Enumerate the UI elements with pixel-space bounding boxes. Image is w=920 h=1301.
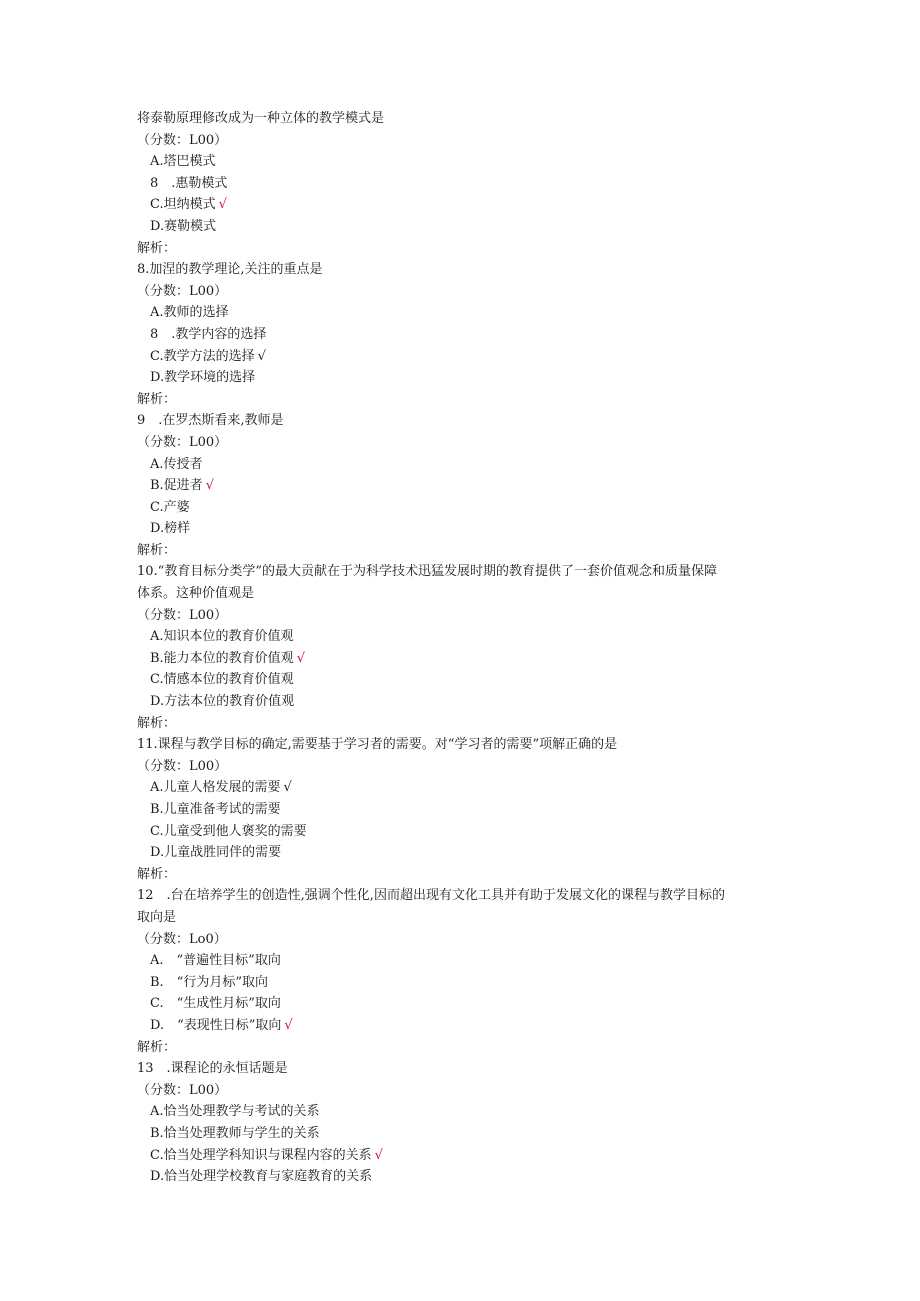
option: C.情感本位的教育价值观 bbox=[150, 672, 294, 688]
option: D.儿童战胜同伴的需要 bbox=[150, 845, 282, 861]
option: A.塔巴模式 bbox=[150, 154, 216, 170]
option: D. “表现性日标”取向 √ bbox=[150, 1017, 293, 1033]
option: D.榜样 bbox=[150, 521, 191, 537]
option: C.坦纳模式 √ bbox=[150, 197, 227, 213]
question-stem: 13 .课程论的永恒话题是 bbox=[137, 1061, 288, 1077]
question-stem: 12 .台在培养学生的创造性,强调个性化,因而超出现有文化工具并有助于发展文化的课程与教学目标的 bbox=[137, 888, 725, 904]
option: C.恰当处理学科知识与课程内容的关系 √ bbox=[150, 1147, 383, 1163]
option: C.儿童受到他人褒奖的需要 bbox=[150, 823, 307, 839]
checkmark-icon: √ bbox=[374, 1147, 383, 1163]
option: 8 .教学内容的选择 bbox=[150, 326, 267, 342]
option: D.教学环境的选择 bbox=[150, 370, 256, 386]
option: B.能力本位的教育价值观 √ bbox=[150, 650, 305, 666]
option: D.赛勒模式 bbox=[150, 218, 217, 234]
option: A.传授者 bbox=[150, 456, 203, 472]
checkmark-icon: √ bbox=[283, 780, 292, 796]
analysis-label: 解析： bbox=[137, 240, 177, 256]
option: D.方法本位的教育价值观 bbox=[150, 694, 295, 710]
checkmark-icon: √ bbox=[296, 650, 305, 666]
analysis-label: 解析： bbox=[137, 391, 177, 407]
option: A.恰当处理教学与考试的关系 bbox=[150, 1104, 320, 1120]
question-stem: 将泰勒原理修改成为一种立体的教学模式是 bbox=[137, 111, 385, 126]
checkmark-icon: √ bbox=[284, 1017, 293, 1033]
question-score: （分数：L00） bbox=[137, 607, 228, 623]
option: A.儿童人格发展的需要 √ bbox=[150, 780, 292, 796]
option: A. “普遍性目标”取向 bbox=[150, 953, 281, 969]
question-stem: 8.加涅的教学理论,关注的重点是 bbox=[137, 262, 323, 278]
option: C.教学方法的选择 √ bbox=[150, 348, 266, 364]
question-score: （分数：L00） bbox=[137, 758, 228, 774]
question-score: （分数：L00） bbox=[137, 283, 228, 299]
question-score: （分数：L00） bbox=[137, 434, 228, 450]
option: C.产婆 bbox=[150, 499, 190, 515]
option: B. “行为月标”取向 bbox=[150, 974, 268, 990]
option: B.儿童准备考试的需要 bbox=[150, 802, 281, 817]
analysis-label: 解析： bbox=[137, 715, 177, 731]
analysis-label: 解析： bbox=[137, 542, 177, 558]
question-score: （分数：L00） bbox=[137, 1082, 228, 1098]
checkmark-icon: √ bbox=[205, 478, 214, 494]
question-stem-continued: 体系。这种价值观是 bbox=[137, 586, 255, 602]
checkmark-icon: √ bbox=[257, 348, 266, 364]
analysis-label: 解析： bbox=[137, 1039, 177, 1055]
option: D.恰当处理学校教育与家庭教育的关系 bbox=[150, 1169, 373, 1185]
option: 8 .惠勒模式 bbox=[150, 175, 228, 191]
question-score: （分数：Lo0） bbox=[137, 931, 227, 947]
question-stem: 11.课程与教学目标的确定,需要基于学习者的需要。对“学习者的需要”项解正确的是 bbox=[137, 737, 618, 753]
option: B.恰当处理教师与学生的关系 bbox=[150, 1125, 320, 1141]
document-page bbox=[137, 108, 787, 1188]
question-stem: 9 .在罗杰斯看来,教师是 bbox=[137, 413, 284, 429]
option: A.知识本位的教育价值观 bbox=[150, 629, 294, 645]
option: B.促进者 √ bbox=[150, 478, 214, 494]
question-score: （分数：L00） bbox=[137, 132, 228, 148]
option: A.教师的选择 bbox=[150, 305, 229, 321]
question-stem: 10.“教育目标分类学”的最大贡献在于为科学技术迅猛发展时期的教育提供了一套价值观念和质量保障 bbox=[137, 564, 717, 580]
option: C. “生成性月标”取向 bbox=[150, 996, 281, 1012]
question-stem-continued: 取向是 bbox=[137, 909, 177, 925]
analysis-label: 解析： bbox=[137, 866, 177, 882]
checkmark-icon: √ bbox=[218, 197, 227, 213]
